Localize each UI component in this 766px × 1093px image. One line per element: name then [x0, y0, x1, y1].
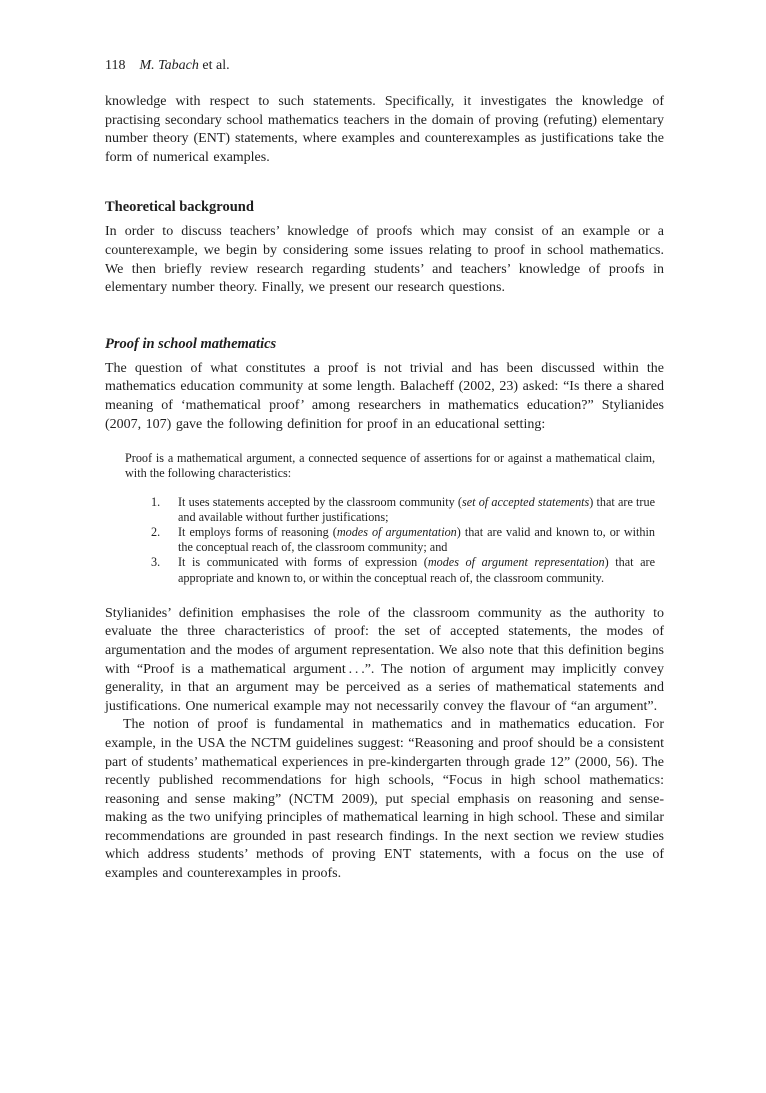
text-run: It employs forms of reasoning (: [178, 524, 337, 539]
text-run: The question of what constitutes a proof is not trivial and has been discussed within the mathematics education community at some length. Balacheff (2002, 23) asked: “Is there a shared meaning of ‘mathematical proof’ among researchers in mathematics education?” Stylianides (2007, 107) gave the following definition for proof in an educational setting:: [105, 360, 664, 432]
list-item-number: 2.: [151, 524, 161, 539]
list-item-number: 3.: [151, 555, 161, 570]
italic-text-run: modes of argument representation: [427, 555, 605, 570]
text-run: It is communicated with forms of expression (: [178, 555, 428, 570]
quote-list-item: [125, 555, 655, 585]
quote-intro: [125, 451, 655, 481]
text-run: The notion of proof is fundamental in mathematics and in mathematics education. For example, in the USA the NCTM guidelines suggest: “Reasoning and proof should be a consistent part of students’ mathematical experiences in pre-kindergarten through grade 12” (2000, 56). The recently published recommendations for high schools, “Focus in high school mathematics: reasoning and sense making” (NCTM 2009), put special emphasis on reasoning and sense-making as the two unifying principles of mathematical learning in high school. These and similar recommendations are grounded in past research findings. In the next section we review studies which address students’ methods of proving ENT statements, with a focus on the use of examples and counterexamples in proofs.: [105, 717, 664, 882]
quote-numbered-list: [125, 495, 655, 586]
italic-text-run: modes of argumentation: [336, 524, 457, 539]
list-item-text: [178, 525, 655, 555]
block-quote-proof-definition: [125, 451, 655, 586]
subsection-heading-proof-in-school-mathematics: Proof in school mathematics: [105, 335, 277, 352]
paragraph-proof-question: [105, 360, 664, 434]
quote-list-item: [125, 495, 655, 525]
text-run: knowledge with respect to such statements. Specifically, it investigates the knowledge of practising secondary school mathematics teachers in the domain of proving (refuting) elementary number theory (ENT) statements, where examples and counterexamples as justifications take the form of numerical examples.: [105, 94, 664, 165]
text-run: ) that are appropriate and known to, or within the conceptual reach of, the classroom community.: [178, 555, 655, 585]
text-run: ) that are valid and known to, or within the conceptual reach of, the classroom community; and: [178, 524, 655, 555]
list-item-text: [178, 555, 655, 585]
text-run: Proof is a mathematical argument, a connected sequence of assertions for or against a mathematical claim, with the following characteristics:: [125, 451, 655, 481]
running-header: [105, 56, 664, 75]
running-authors: M. Tabach: [139, 58, 199, 73]
text-run: It uses statements accepted by the classroom community (: [178, 494, 462, 509]
quote-list-item: [125, 525, 655, 555]
text-run: ) that are true and available without further justifications;: [178, 494, 655, 524]
paragraph-theoretical-background: [105, 223, 664, 297]
page-number: 118: [105, 58, 126, 73]
paragraph-stylianides-definition: [105, 605, 664, 717]
text-run: Stylianides’ definition emphasises the role of the classroom community as the authority to evaluate the three characteristics of proof: the set of accepted statements, the modes of argumentation and the modes of argument representation. We also note that this definition begins with “Proof is a mathematical argument . . .”. The notion of argument may implicitly convey generality, in that an argument may be perceived as a series of mathematical statements and justifications. One numerical example may not necessarily convey the flavour of “an argument”.: [105, 605, 664, 714]
list-item-text: [178, 495, 655, 525]
list-item-number: 1.: [151, 494, 161, 509]
text-run: In order to discuss teachers’ knowledge of proofs which may consist of an example or a counterexample, we begin by considering some issues relating to proof in school mathematics. We then briefly review research regarding students’ and teachers’ knowledge of proofs in elementary number theory. Finally, we present our research questions.: [105, 224, 664, 296]
italic-text-run: set of accepted statements: [461, 494, 590, 509]
paragraph-intro: [105, 93, 664, 167]
running-authors-suffix: et al.: [198, 58, 230, 73]
paragraph-notion-of-proof: [105, 716, 664, 883]
page-content: [105, 56, 664, 884]
section-heading-theoretical-background: Theoretical background: [105, 199, 254, 216]
